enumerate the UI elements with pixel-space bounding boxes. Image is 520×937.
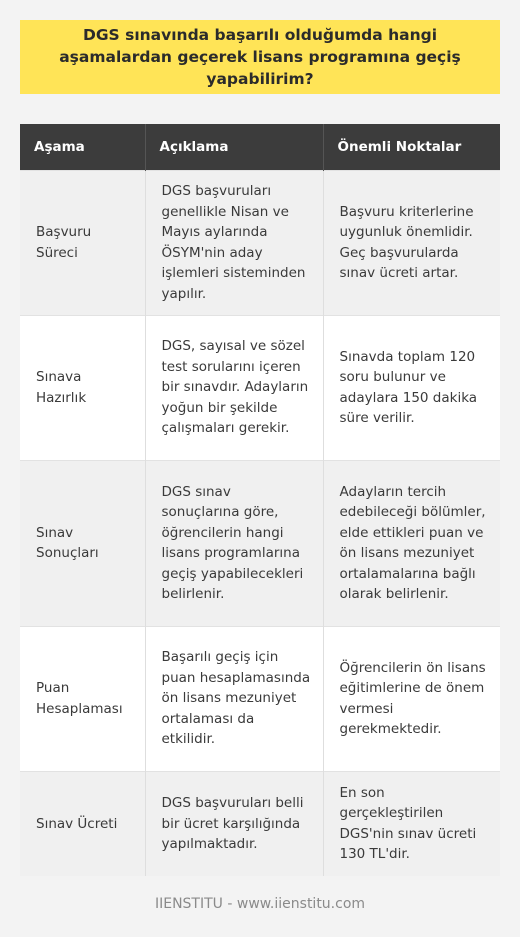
column-header-description: Açıklama bbox=[145, 124, 323, 170]
table-header-row bbox=[20, 124, 500, 170]
table-row bbox=[20, 626, 500, 771]
description-cell: DGS başvuruları genellikle Nisan ve Mayıs aylarında ÖSYM'nin aday işlemleri sisteminden yapılır. bbox=[145, 170, 323, 315]
notes-cell: En son gerçekleştirilen DGS'nin sınav ücreti 130 TL'dir. bbox=[323, 771, 500, 876]
title-banner bbox=[20, 20, 500, 94]
stage-cell: Sınav Sonuçları bbox=[20, 460, 145, 626]
notes-cell: Adayların tercih edebileceği bölümler, elde ettikleri puan ve ön lisans mezuniyet ortalamalarına bağlı olarak belirlenir. bbox=[323, 460, 500, 626]
table-row bbox=[20, 771, 500, 876]
description-cell: Başarılı geçiş için puan hesaplamasında ön lisans mezuniyet ortalaması da etkilidir. bbox=[145, 626, 323, 771]
notes-cell: Başvuru kriterlerine uygunluk önemlidir. Geç başvurularda sınav ücreti artar. bbox=[323, 170, 500, 315]
notes-cell: Sınavda toplam 120 soru bulunur ve adaylara 150 dakika süre verilir. bbox=[323, 315, 500, 460]
column-header-stage: Aşama bbox=[20, 124, 145, 170]
description-cell: DGS, sayısal ve sözel test sorularını içeren bir sınavdır. Adayların yoğun bir şekilde çalışmaları gerekir. bbox=[145, 315, 323, 460]
stage-cell: Puan Hesaplaması bbox=[20, 626, 145, 771]
footer-credit: IIENSTITU - www.iienstitu.com bbox=[154, 896, 366, 912]
table-row bbox=[20, 460, 500, 626]
page-title: DGS sınavında başarılı olduğumda hangi aşamalardan geçerek lisans programına geçiş yapabilirim? bbox=[59, 26, 461, 88]
stages-table bbox=[20, 124, 500, 876]
stage-cell: Sınava Hazırlık bbox=[20, 315, 145, 460]
notes-cell: Öğrencilerin ön lisans eğitimlerine de önem vermesi gerekmektedir. bbox=[323, 626, 500, 771]
stage-cell: Başvuru Süreci bbox=[20, 170, 145, 315]
description-cell: DGS başvuruları belli bir ücret karşılığında yapılmaktadır. bbox=[145, 771, 323, 876]
table-row bbox=[20, 315, 500, 460]
stage-cell: Sınav Ücreti bbox=[20, 771, 145, 876]
table-row bbox=[20, 170, 500, 315]
description-cell: DGS sınav sonuçlarına göre, öğrencilerin hangi lisans programlarına geçiş yapabilecekleri belirlenir. bbox=[145, 460, 323, 626]
column-header-notes: Önemli Noktalar bbox=[323, 124, 500, 170]
